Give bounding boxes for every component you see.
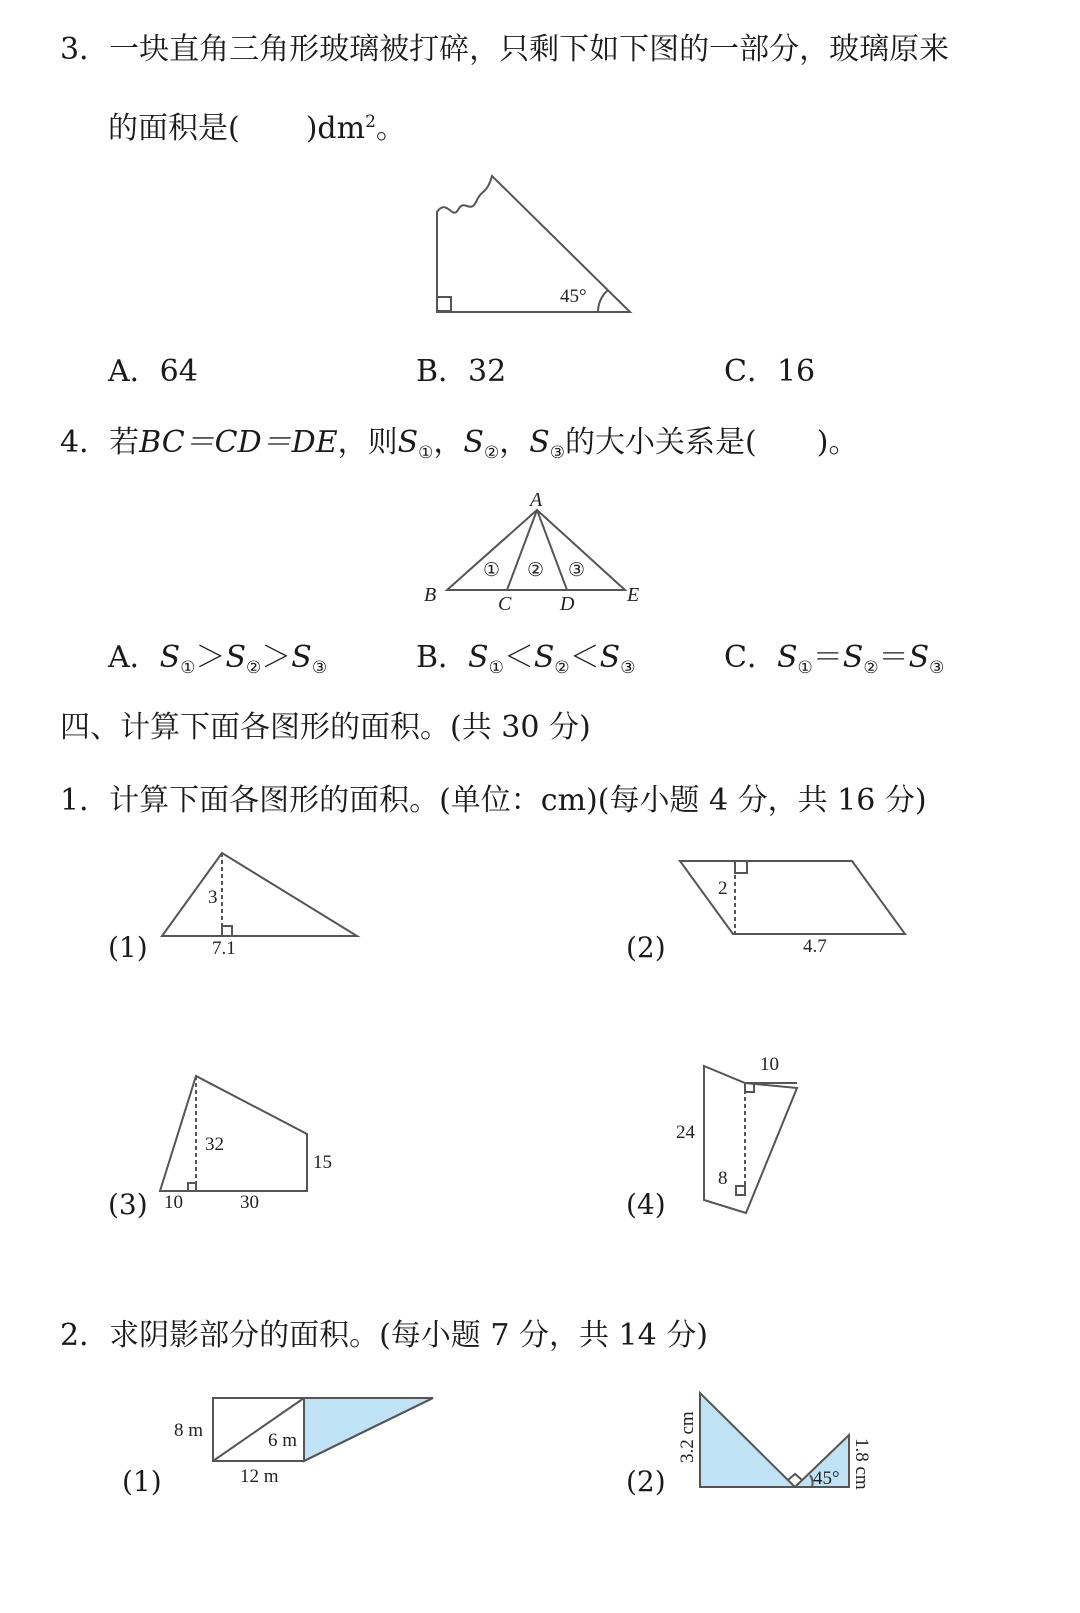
q3-option-b[interactable]: B．32 xyxy=(416,354,507,389)
q4-label-b: B xyxy=(424,584,437,606)
fig4-quadrilateral xyxy=(704,1066,797,1213)
fig5-label: (1) xyxy=(122,1465,162,1498)
fig5-shaded-rect xyxy=(213,1398,433,1461)
q4-region-1: ① xyxy=(483,560,501,581)
fig6-angle: 45° xyxy=(813,1468,840,1489)
q3-figure xyxy=(437,176,630,312)
q4-label-c: C xyxy=(498,593,512,615)
section4-title: 四、计算下面各图形的面积。(共 30 分) xyxy=(60,710,591,745)
fig2-base: 4.7 xyxy=(803,936,827,957)
fig6-label: (2) xyxy=(626,1465,666,1498)
q4-region-2: ② xyxy=(527,560,545,581)
fig1-height: 3 xyxy=(208,887,218,908)
q4-region-3: ③ xyxy=(568,560,586,581)
q4-option-b[interactable]: B．$S_①<S_②<S_③$ xyxy=(416,640,636,678)
q3-line1: 3．一块直角三角形玻璃被打碎，只剩下如下图的一部分，玻璃原来 xyxy=(60,32,950,67)
q3-option-c[interactable]: C．16 xyxy=(724,354,816,389)
q4-label-e: E xyxy=(627,584,640,606)
fig2-label: (2) xyxy=(626,931,666,964)
q4-label-a: A xyxy=(530,489,543,511)
fig4-bottom: 8 xyxy=(718,1168,728,1189)
q4-option-a[interactable]: A．$S_①>S_②>S_③$ xyxy=(108,640,328,678)
fig2-height: 2 xyxy=(718,878,728,899)
q4-label-d: D xyxy=(560,593,575,615)
section4-part2-title: 2．求阴影部分的面积。(每小题 7 分，共 14 分) xyxy=(60,1318,708,1353)
fig6-left: 3.2 cm xyxy=(677,1411,698,1463)
fig6-right: 1.8 cm xyxy=(851,1438,872,1490)
section4-part1-title: 1．计算下面各图形的面积。(单位：cm)(每小题 4 分，共 16 分) xyxy=(60,783,927,818)
fig3-right: 30 xyxy=(240,1192,259,1213)
q3-line2: 的面积是( )$dm^2$。 xyxy=(108,111,406,146)
fig4-height: 24 xyxy=(676,1122,695,1143)
fig5-height: 8 m xyxy=(174,1420,204,1441)
fig3-left: 10 xyxy=(164,1192,183,1213)
fig5-inner: 6 m xyxy=(268,1430,298,1451)
fig1-label: (1) xyxy=(108,931,148,964)
fig5-base: 12 m xyxy=(240,1466,279,1487)
fig2-parallelogram xyxy=(680,861,905,934)
fig3-height: 32 xyxy=(205,1134,224,1155)
q3-option-a[interactable]: A．64 xyxy=(108,354,198,389)
fig4-top: 10 xyxy=(760,1054,779,1075)
fig3-side: 15 xyxy=(313,1152,332,1173)
q4-option-c[interactable]: C．$S_①=S_②=S_③$ xyxy=(724,640,945,678)
fig1-triangle xyxy=(162,853,357,936)
fig3-trapezoid xyxy=(160,1076,307,1191)
q4-question: 4．若BC＝CD＝DE，则$S_①$，$S_②$，$S_③$的大小关系是( )。 xyxy=(60,425,859,463)
fig3-label: (3) xyxy=(108,1188,148,1221)
fig4-label: (4) xyxy=(626,1188,666,1221)
fig1-base: 7.1 xyxy=(212,938,236,959)
q3-angle-label: 45° xyxy=(560,286,587,307)
